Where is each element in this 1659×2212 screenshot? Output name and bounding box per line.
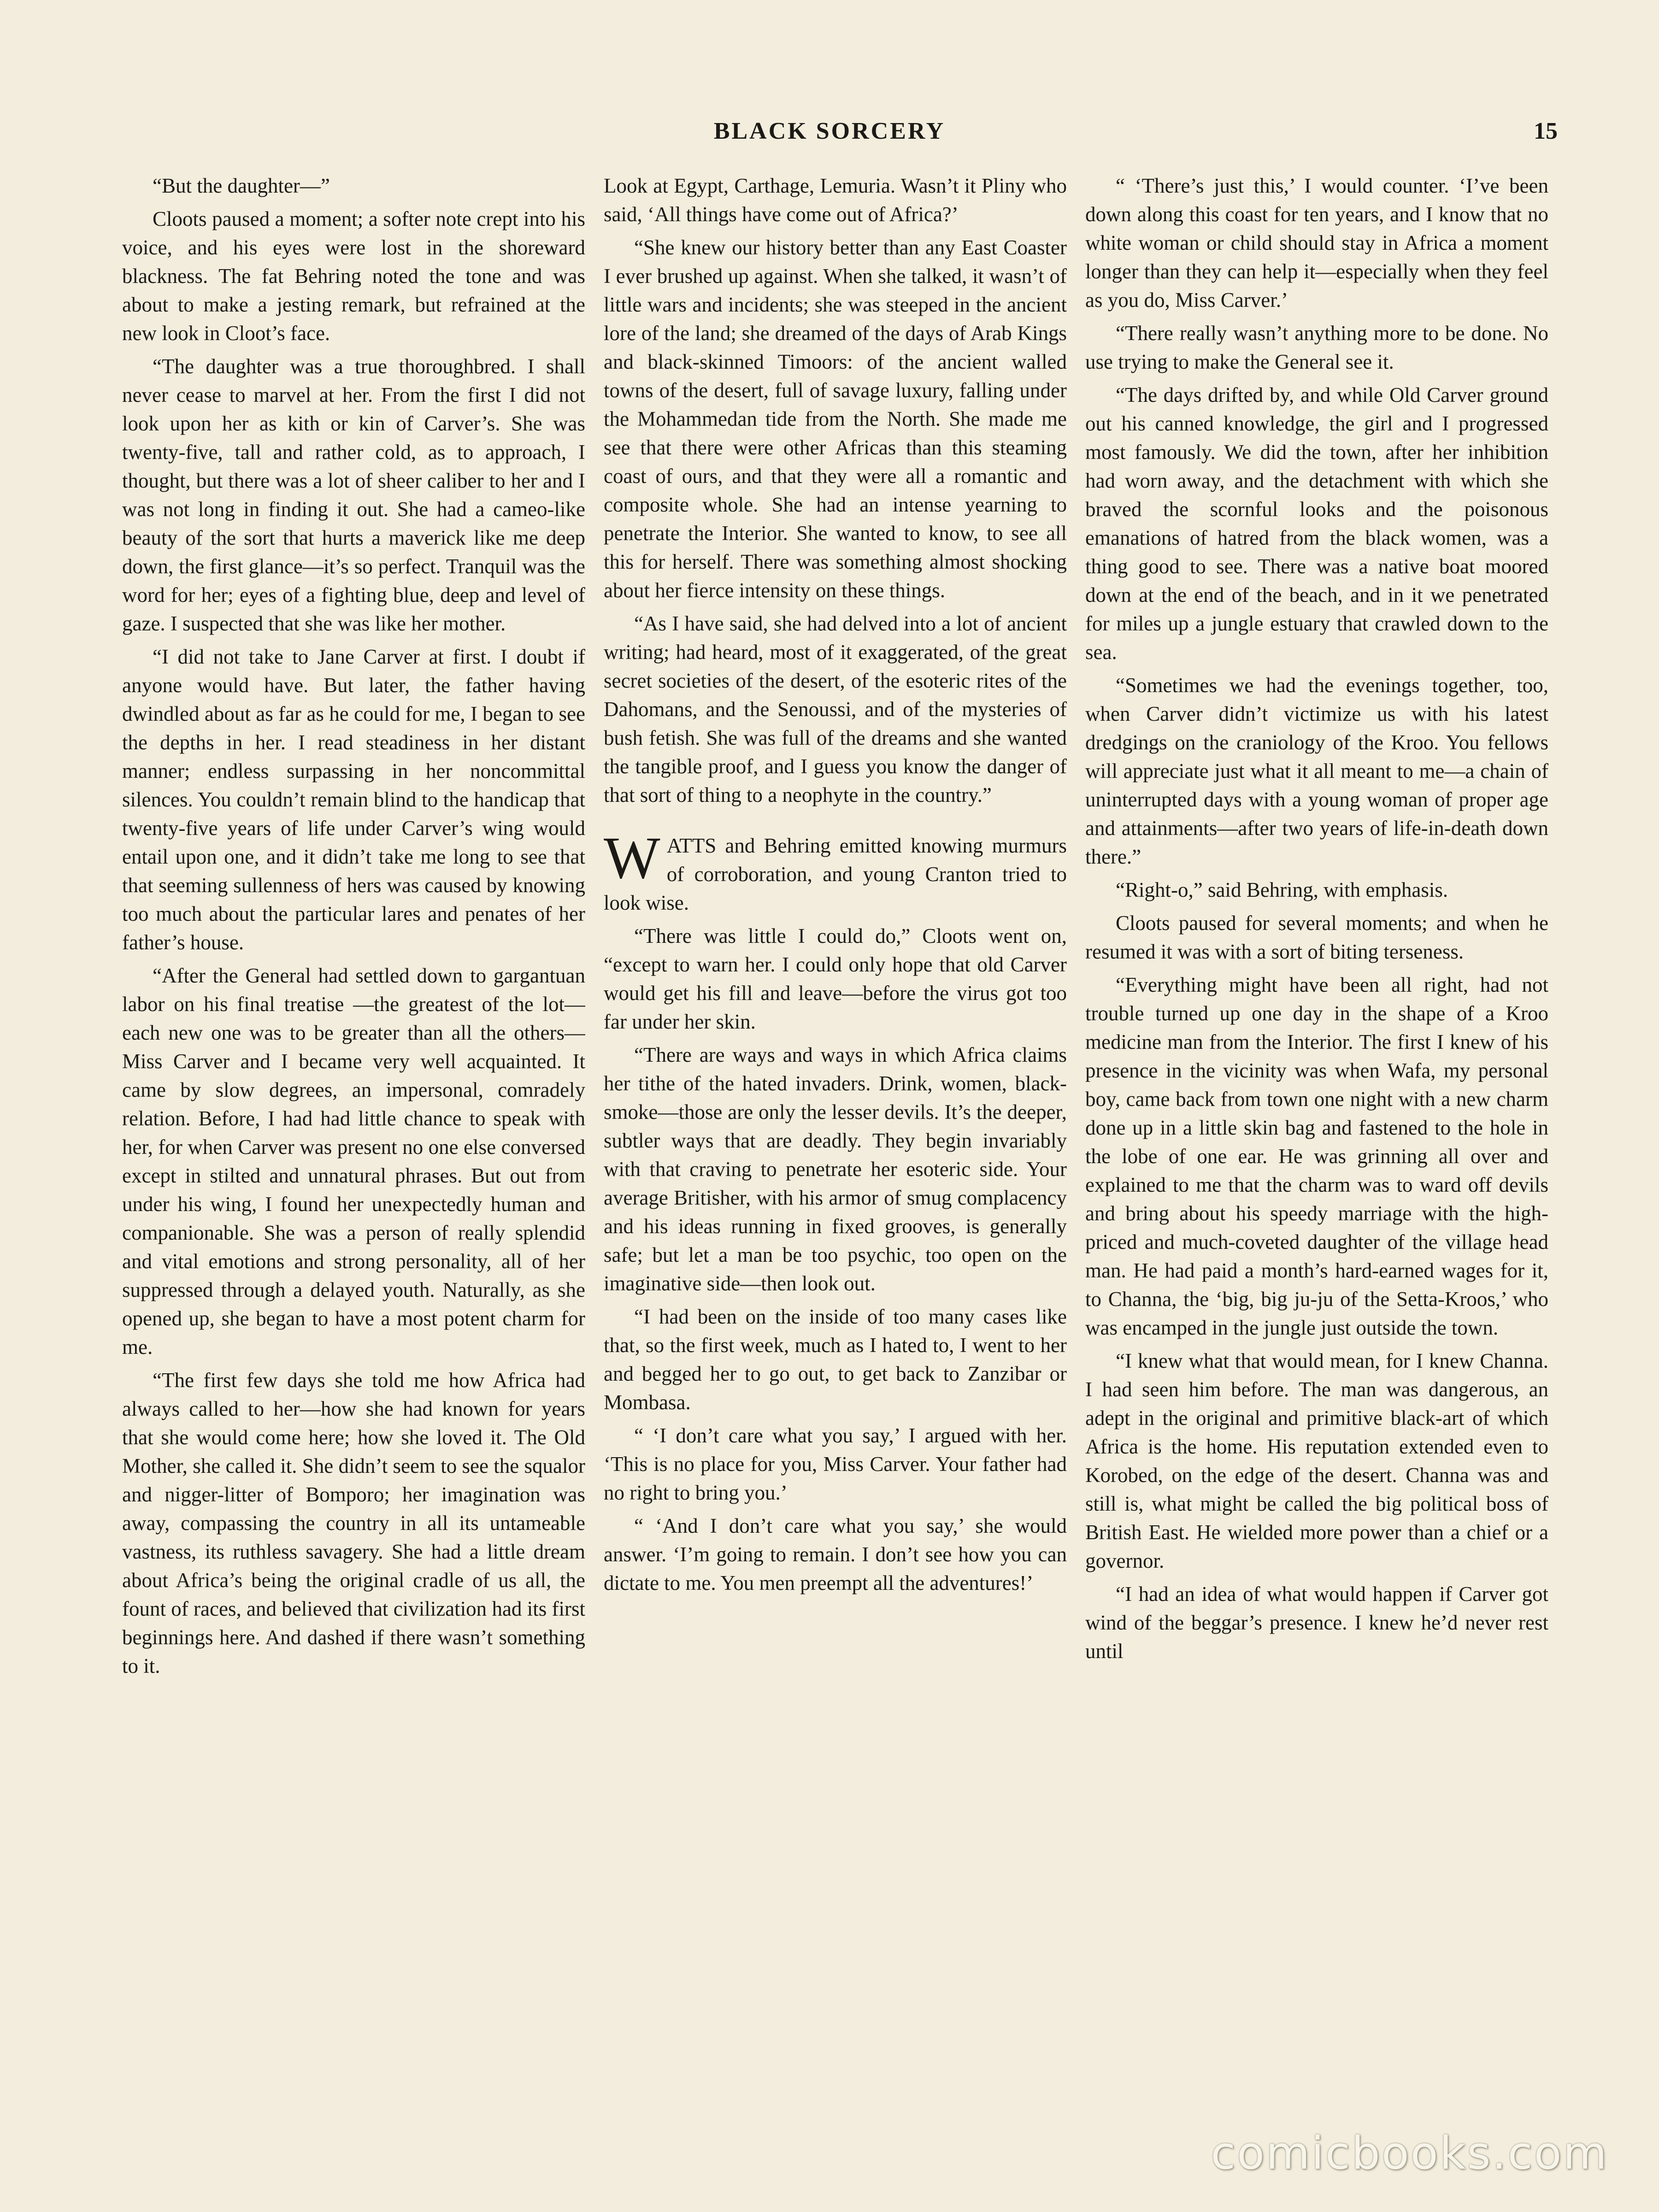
paragraph: “The first few days she told me how Africa had always called to her—how she had known for years that she would come here; how she loved it. The Old Mother, she called it. She didn’t seem to see the squalor and nigger-litter of Bomporo; her imagination was away, compassing the country in all its untameable vastness, its ruthless savagery. She had a little dream about Africa’s being the original cradle of us all, the fount of races, and believed that civilization had its first beginnings here. And dashed if there wasn’t something to it.	[122, 1369, 585, 1677]
paragraph: Cloots paused a moment; a softer note crept into his voice, and his eyes were lost in the shoreward blackness. The fat Behring noted the tone and was about to make a jesting remark, but refrained at the new look in Cloot’s face.	[122, 207, 585, 345]
paragraph: “The daughter was a true thoroughbred. I shall never cease to marvel at her. From the first I did not look upon her as kith or kin of Carver’s. She was twenty-five, tall and rather cold, as to approach, I thought, but there was a lot of sheer caliber to her and I was not long in finding it out. She had a cameo-like beauty of the sort that hurts a maverick like me deep down, the first glance—it’s so perfect. Tranquil was the word for her; eyes of a fighting blue, deep and level of gaze. I suspected that she was like her mother.	[122, 355, 585, 635]
page-header	[0, 0, 1659, 159]
paragraph: “The days drifted by, and while Old Carver ground out his canned knowledge, the girl and I progressed most famously. We did the town, after her inhibition had worn away, and the detachment with which she braved the scornful looks and the poisonous emanations of hatred from the black women, was a thing good to see. There was a native boat moored down at the end of the beach, and in it we penetrated for miles up a jungle estuary that crawled down to the sea.	[1085, 383, 1548, 664]
paragraph: “Right-o,” said Behring, with emphasis.	[1116, 878, 1448, 901]
page-number: 15	[1534, 118, 1558, 144]
paragraph: “She knew our history better than any East Coaster I ever brushed up against. When she talked, it wasn’t of little wars and incidents; she was steeped in the ancient lore of the land; she dreamed of the days of Arab Kings and black-skinned Timoors: of the ancient walled towns of the desert, full of savage luxury, falling under the Mohammedan tide from the North. She made me see that there were other Africas than this steaming coast of ours, and that they were all a romantic and composite whole. She had an intense yearning to penetrate the Interior. She wanted to know, to see all this for herself. There was something almost shocking about her fierce intensity on these things.	[604, 236, 1067, 602]
site-watermark: comicbooks.com	[1211, 2127, 1608, 2180]
article-body	[122, 171, 1548, 2065]
paragraph: “I had been on the inside of too many cases like that, so the first week, much as I hated to, I went to her and begged her to go out, to get back to Zanzibar or Mombasa.	[604, 1305, 1067, 1414]
paragraph: “I did not take to Jane Carver at first. I doubt if anyone would have. But later, the father having dwindled about as far as he could for me, I began to see the depths in her. I read steadiness in her distant manner; endless surpassing in her noncommittal silences. You couldn’t remain blind to the handicap that twenty-five years of life under Carver’s wing would entail upon one, and it didn’t take me long to see that that seeming sullenness of hers was caused by knowing too much about the particular lares and penates of her father’s house.	[122, 645, 585, 954]
paragraph: “ ‘And I don’t care what you say,’ she would answer. ‘I’m going to remain. I don’t see how you can dictate to me. You men preempt all the adventures!’	[604, 1514, 1067, 1594]
paragraph: Look at Egypt, Carthage, Lemuria. Wasn’t it Pliny who said, ‘All things have come out of Africa?’	[604, 174, 1067, 226]
column-1	[122, 171, 585, 2065]
paragraph: “As I have said, she had delved into a lot of ancient writing; had heard, most of it exaggerated, of the great secret societies of the desert, of the esoteric rites of the Dahomans, and the Senoussi, and of the mysteries of bush fetish. She was full of the dreams and she wanted the tangible proof, and I guess you know the danger of that sort of thing to a neophyte in the country.”	[604, 612, 1067, 806]
paragraph: “Everything might have been all right, had not trouble turned up one day in the shape of a Kroo medicine man from the Interior. The first I knew of his presence in the vicinity was when Wafa, my personal boy, came back from town one night with a new charm done up in a little skin bag and fastened to the hole in the lobe of one ear. He was grinning all over and explained to me that the charm was to ward off devils and bring about his speedy marriage with the high-priced and much-coveted daughter of the village head man. He had paid a month’s hard-earned wages for it, to Channa, the ‘big, big ju-ju of the Setta-Kroos,’ who was encamped in the jungle just outside the town.	[1085, 973, 1548, 1339]
paragraph: “But the daughter—”	[153, 174, 330, 197]
section-start-paragraph	[604, 825, 1067, 917]
paragraph: “ ‘There’s just this,’ I would counter. ‘I’ve been down along this coast for ten years, and I know that no white woman or child should stay in Africa a moment longer than they can help it—especially when they feel as you do, Miss Carver.’	[1085, 174, 1548, 312]
column-2	[604, 171, 1067, 2065]
paragraph: “I had an idea of what would happen if Carver got wind of the beggar’s presence. I knew he’d never rest until	[1085, 1583, 1548, 1663]
column-3	[1085, 171, 1548, 2065]
running-title: BLACK SORCERY	[713, 118, 946, 144]
paragraph-text: ATTS and Behring emitted knowing murmurs of corroboration, and young Cranton tried to look wise.	[604, 834, 1067, 914]
paragraph: “ ‘I don’t care what you say,’ I argued with her. ‘This is no place for you, Miss Carver. Your father had no right to bring you.’	[604, 1424, 1067, 1504]
paragraph: “There are ways and ways in which Africa claims her tithe of the hated invaders. Drink, women, black-smoke—those are only the lesser devils. It’s the deeper, subtler ways that are deadly. They begin invariably with that craving to penetrate her esoteric side. Your average Britisher, with his armor of smug complacency and his ideas running in fixed grooves, is generally safe; but let a man be too psychic, too open on the imaginative side—then look out.	[604, 1043, 1067, 1295]
paragraph: Cloots paused for several moments; and when he resumed it was with a sort of biting terseness.	[1085, 912, 1548, 963]
paragraph: “I knew what that would mean, for I knew Channa. I had seen him before. The man was dangerous, an adept in the original and primitive black-art of which Africa is the home. His reputation extended even to Korobed, on the edge of the desert. Channa was and still is, what might be called the big political boss of British East. He wielded more power than a chief or a governor.	[1085, 1349, 1548, 1572]
drop-cap: W	[604, 825, 660, 891]
paragraph: “After the General had settled down to gargantuan labor on his final treatise —the greatest of the lot—each new one was to be greater than all the others—Miss Carver and I became very well acquainted. It came by slow degrees, an impersonal, comradely relation. Before, I had had little chance to speak with her, for when Carver was present no one else conversed except in stilted and unnatural phrases. But out from under his wing, I found her unexpectedly human and companionable. She was a person of really splendid and vital emotions and strong personality, all of her suppressed through a delayed youth. Naturally, as she opened up, she began to have a most potent charm for me.	[122, 964, 585, 1359]
paragraph: “Sometimes we had the evenings together, too, when Carver didn’t victimize us with his latest dredgings on the craniology of the Kroo. You fellows will appreciate just what it all meant to me—a chain of uninterrupted days with a young woman of proper age and attainments—after two years of life-in-death down there.”	[1085, 674, 1548, 868]
paragraph: “There was little I could do,” Cloots went on, “except to warn her. I could only hope that old Carver would get his fill and leave—before the virus got too far under her skin.	[604, 924, 1067, 1033]
paragraph: “There really wasn’t anything more to be done. No use trying to make the General see it.	[1085, 322, 1548, 373]
